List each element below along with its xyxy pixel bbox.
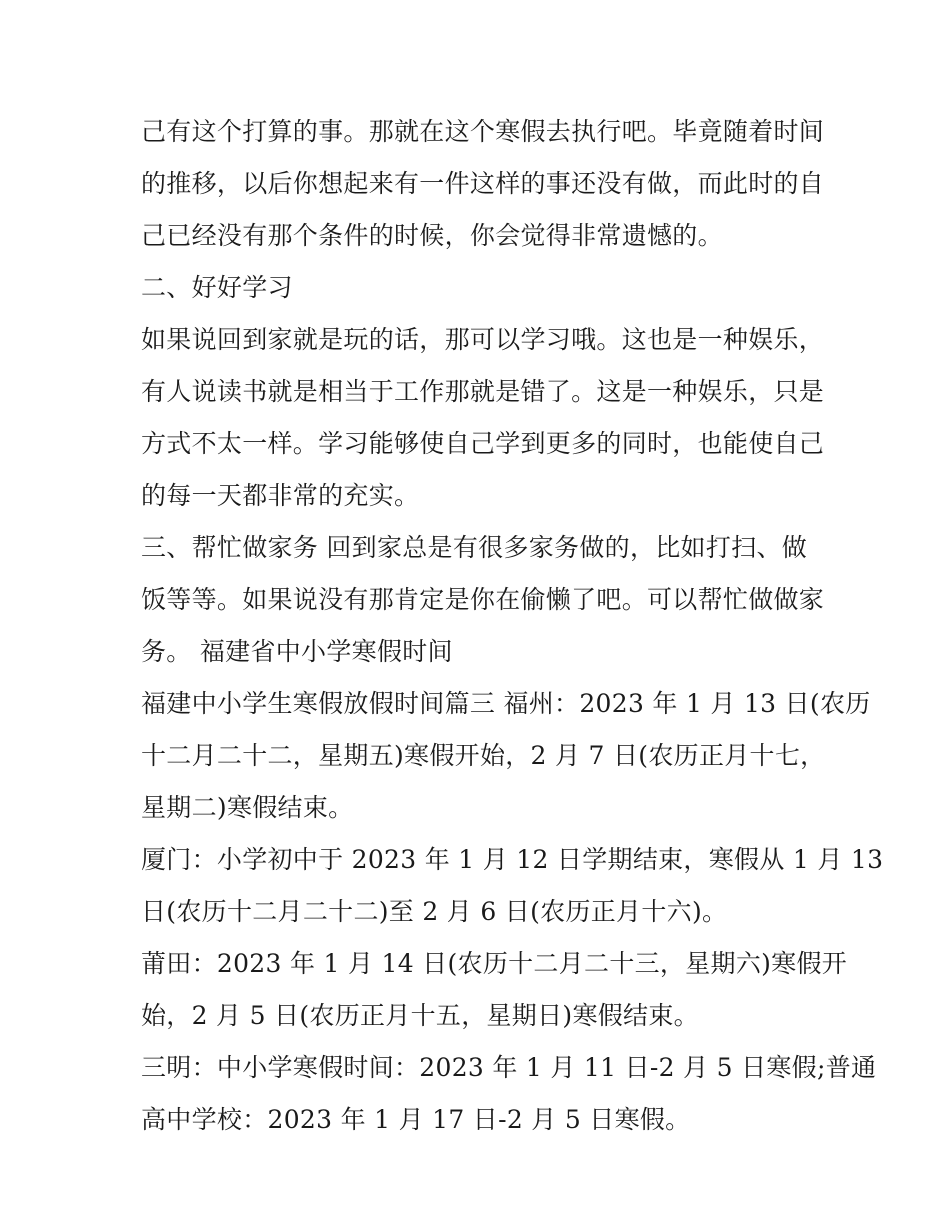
text-line: 十二月二十二，星期五)寒假开始，2 月 7 日(农历正月十七， xyxy=(141,741,826,770)
text-line: 莆田：2023 年 1 月 14 日(农历十二月二十三，星期六)寒假开 xyxy=(141,949,848,978)
text-line: 厦门：小学初中于 2023 年 1 月 12 日学期结束，寒假从 1 月 13 xyxy=(141,845,884,874)
text-line: 的推移，以后你想起来有一件这样的事还没有做，而此时的自 xyxy=(141,169,825,198)
text-line: 福建中小学生寒假放假时间篇三 福州：2023 年 1 月 13 日(农历 xyxy=(141,689,871,718)
text-line: 有人说读书就是相当于工作那就是错了。这是一种娱乐，只是 xyxy=(141,377,825,406)
text-line: 饭等等。如果说没有那肯定是你在偷懒了吧。可以帮忙做做家 xyxy=(141,585,825,614)
text-line: 高中学校：2023 年 1 月 17 日-2 月 5 日寒假。 xyxy=(141,1105,691,1134)
text-line: 三、帮忙做家务 回到家总是有很多家务做的，比如打扫、做 xyxy=(141,533,808,562)
text-line: 方式不太一样。学习能够使自己学到更多的同时，也能使自己 xyxy=(141,429,825,458)
text-line: 己已经没有那个条件的时候，你会觉得非常遗憾的。 xyxy=(141,221,723,250)
text-line: 务。 福建省中小学寒假时间 xyxy=(141,637,453,666)
text-line: 己有这个打算的事。那就在这个寒假去执行吧。毕竟随着时间 xyxy=(141,117,825,146)
text-line: 的每一天都非常的充实。 xyxy=(141,481,420,510)
text-line: 日(农历十二月二十二)至 2 月 6 日(农历正月十六)。 xyxy=(141,897,728,926)
text-line: 如果说回到家就是玩的话，那可以学习哦。这也是一种娱乐， xyxy=(141,325,825,354)
document-page xyxy=(141,106,884,1146)
section-heading: 二、好好学习 xyxy=(141,273,293,302)
text-line: 三明：中小学寒假时间：2023 年 1 月 11 日-2 月 5 日寒假;普通 xyxy=(141,1053,877,1082)
text-line: 始，2 月 5 日(农历正月十五，星期日)寒假结束。 xyxy=(141,1001,699,1030)
text-line: 星期二)寒假结束。 xyxy=(141,793,354,822)
